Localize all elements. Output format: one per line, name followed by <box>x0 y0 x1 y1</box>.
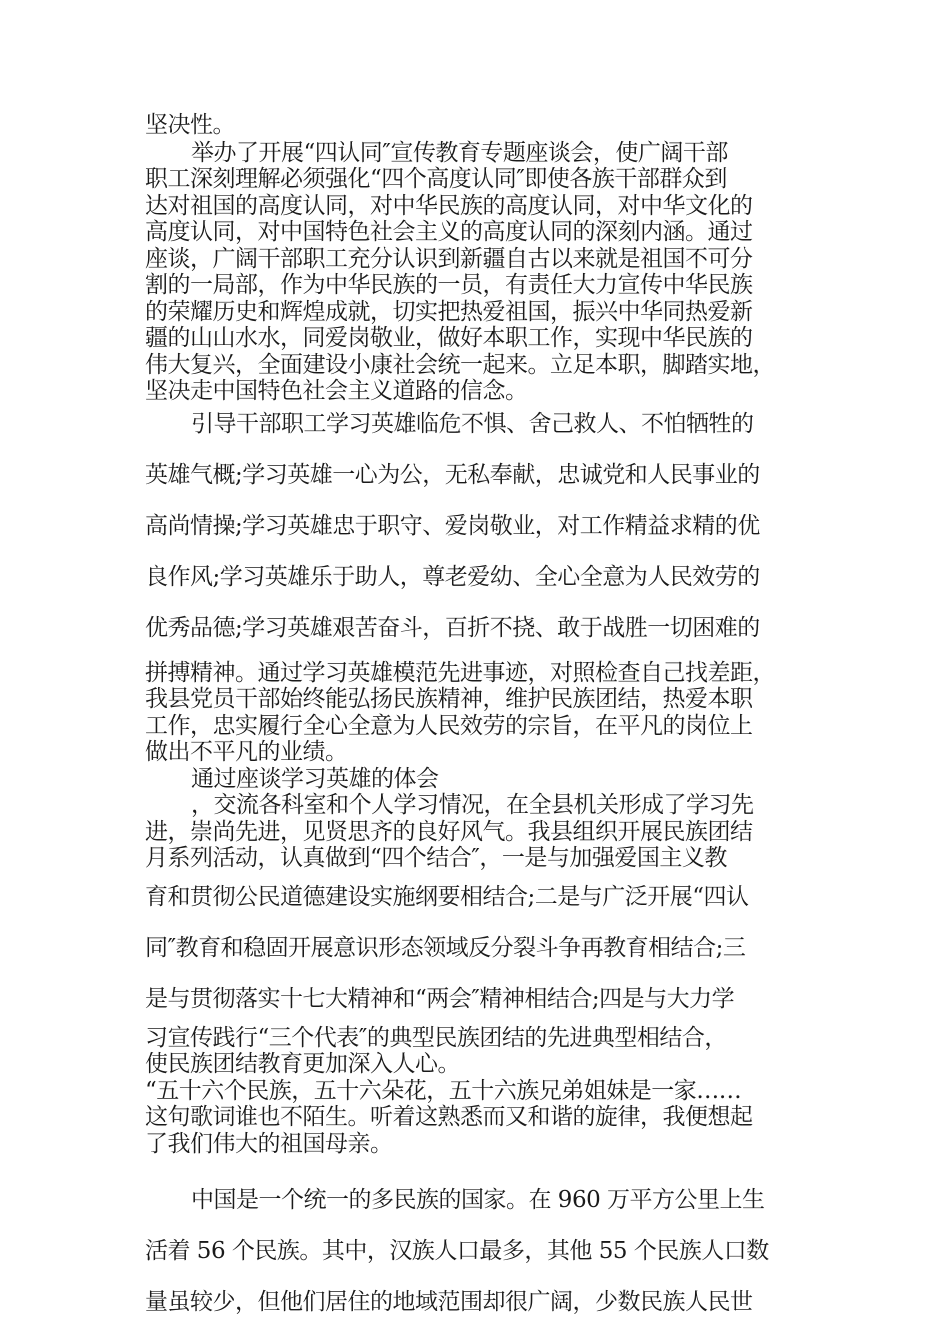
paragraph-line: 优秀品德;学习英雄艰苦奋斗，百折不挠、敢于战胜一切困难的 <box>145 614 760 641</box>
paragraph-line: 伟大复兴，全面建设小康社会统一起来。立足本职，脚踏实地， <box>145 351 775 378</box>
paragraph-2 <box>145 140 810 405</box>
paragraph-line: 举办了开展“四认同″宣传教育专题座谈会，使广阔干部 <box>191 139 728 166</box>
paragraph-line: 拼搏精神。通过学习英雄模范先进事迹，对照检查自己找差距， <box>145 659 775 686</box>
paragraph-line: 良作风;学习英雄乐于助人，尊老爱幼、全心全意为人民效劳的 <box>145 563 760 590</box>
paragraph-6 <box>145 1078 810 1158</box>
paragraph-1 <box>145 112 810 139</box>
paragraph-line: 进，崇尚先进，见贤思齐的良好风气。我县组织开展民族团结 <box>145 818 753 845</box>
paragraph-line: 是与贯彻落实十七大精神和“两会″精神相结合;四是与大力学 <box>145 985 735 1012</box>
paragraph-line: 座谈，广阔干部职工充分认识到新疆自古以来就是祖国不可分 <box>145 245 753 272</box>
paragraph-line: 的荣耀历史和辉煌成就，切实把热爱祖国，振兴中华同热爱新 <box>145 298 753 325</box>
paragraph-line: 高尚情操;学习英雄忠于职守、爱岗敬业，对工作精益求精的优 <box>145 512 760 539</box>
paragraph-line: 做出不平凡的业绩。 <box>145 739 348 765</box>
document-page <box>145 112 810 1328</box>
paragraph-line: 中国是一个统一的多民族的国家。在 960 万平方公里上生 <box>191 1187 765 1213</box>
paragraph-line: 这句歌词谁也不陌生。听着这熟悉而又和谐的旋律，我便想起 <box>145 1104 753 1130</box>
paragraph-line: 疆的山山水水，同爱岗敬业，做好本职工作，实现中华民族的 <box>145 325 753 351</box>
paragraph-line: 我县党员干部始终能弘扬民族精神，维护民族团结，热爱本职 <box>145 686 753 712</box>
paragraph-line: ，交流各科室和个人学习情况，在全县机关形成了学习先 <box>191 792 754 818</box>
paragraph-line: 使民族团结教育更加深入人心。 <box>145 1051 460 1077</box>
paragraph-line: 习宣传践行“三个代表″的典型民族团结的先进典型相结合， <box>145 1024 727 1051</box>
paragraph-line: 职工深刻理解必须强化“四个高度认同″即使各族干部群众到 <box>145 166 727 192</box>
paragraph-line: 坚决性。 <box>145 112 235 138</box>
paragraph-line: 通过座谈学习英雄的体会 <box>191 765 439 792</box>
paragraph-line: 月系列活动，认真做到“四个结合″，一是与加强爱国主义教 <box>145 845 727 871</box>
paragraph-7 <box>145 1175 810 1328</box>
paragraph-line: 了我们伟大的祖国母亲。 <box>145 1130 393 1157</box>
paragraph-line: 量虽较少，但他们居住的地域范围却很广阔，少数民族人民世 <box>145 1289 753 1315</box>
paragraph-line: 育和贯彻公民道德建设实施纲要相结合;二是与广泛开展“四认 <box>145 883 749 910</box>
paragraph-line: 工作，忠实履行全心全意为人民效劳的宗旨，在平凡的岗位上 <box>145 712 753 739</box>
paragraph-line: 割的一局部，作为中华民族的一员，有责任大力宣传中华民族 <box>145 272 753 298</box>
paragraph-line: 英雄气概;学习英雄一心为公，无私奉献，忠诚党和人民事业的 <box>145 461 760 488</box>
paragraph-line: 坚决走中国特色社会主义道路的信念。 <box>145 378 528 404</box>
paragraph-line: 活着 56 个民族。其中，汉族人口最多，其他 55 个民族人口数 <box>145 1238 769 1264</box>
paragraph-line: 同″教育和稳固开展意识形态领域反分裂斗争再教育相结合;三 <box>145 934 746 961</box>
paragraph-line: 引导干部职工学习英雄临危不惧、舍己救人、不怕牺牲的 <box>191 410 754 437</box>
paragraph-5 <box>145 792 810 1078</box>
paragraph-line: 达对祖国的高度认同，对中华民族的高度认同，对中华文化的 <box>145 192 753 219</box>
paragraph-line: 高度认同，对中国特色社会主义的高度认同的深刻内涵。通过 <box>145 219 753 245</box>
paragraph-line: “五十六个民族，五十六朵花，五十六族兄弟姐妹是一家…… <box>145 1077 742 1104</box>
paragraph-3 <box>145 399 810 766</box>
paragraph-4 <box>145 766 810 793</box>
